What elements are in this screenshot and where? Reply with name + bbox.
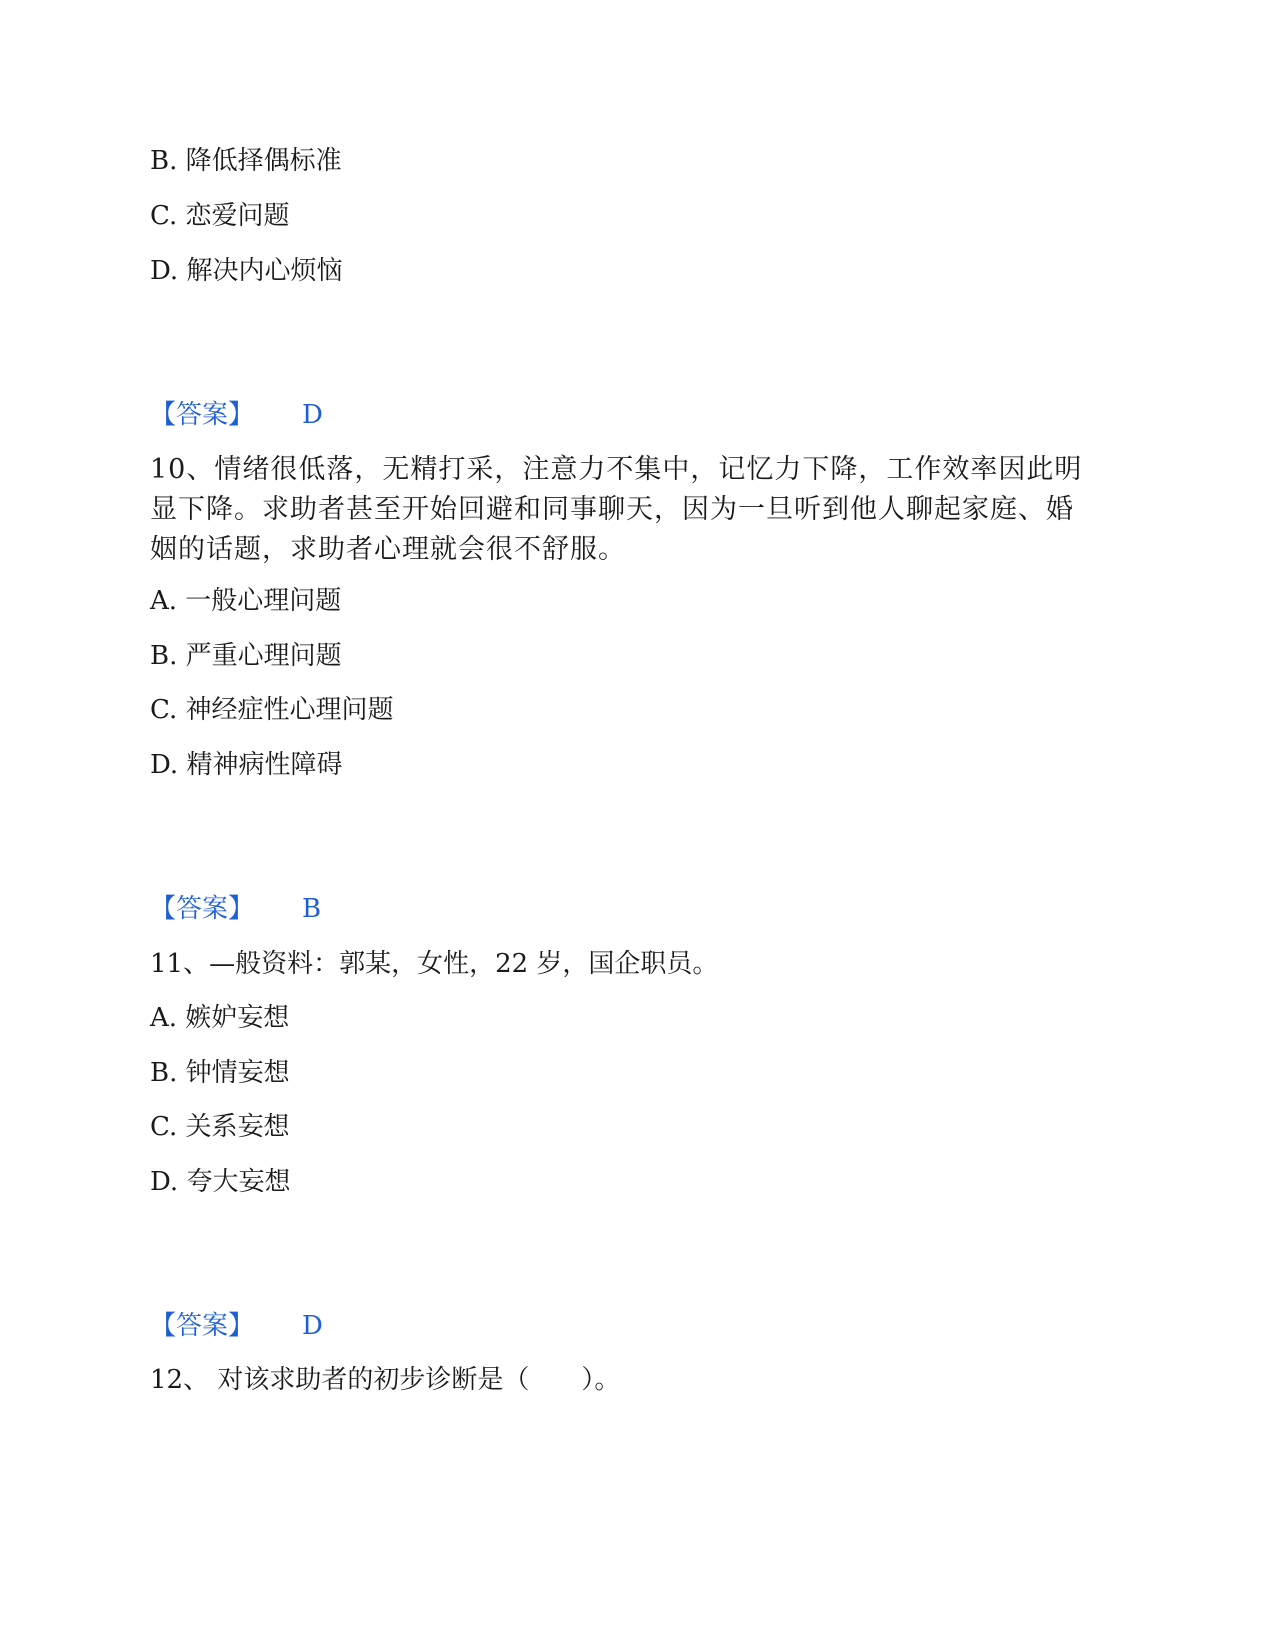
answer-value: B [302,894,322,924]
answer-label: 【答案】 [150,1311,255,1341]
option-b: B. 钟情妄想 [150,1058,290,1088]
question-10-line: 10、情绪很低落，无精打采，注意力不集中，记忆力下降，工作效率因此明 [150,454,1083,485]
question-12-stem: 12、 对该求助者的初步诊断是（ ）。 [150,1365,621,1395]
option-d: D. 精神病性障碍 [150,750,343,780]
answer-label: 【答案】 [150,400,255,430]
answer-row [150,398,323,432]
answer-label: 【答案】 [150,894,255,924]
option-d: D. 解决内心烦恼 [150,256,343,286]
option-b: B. 降低择偶标准 [150,146,342,176]
option-a: A. 嫉妒妄想 [150,1003,290,1033]
option-b: B. 严重心理问题 [150,641,342,671]
question-10-stem [150,450,1110,570]
option-c: C. 恋爱问题 [150,201,290,231]
option-d: D. 夸大妄想 [150,1167,291,1197]
question-11-stem: 11、—般资料：郭某，女性，22 岁，国企职员。 [150,949,719,979]
answer-value: D [302,1311,323,1341]
question-10-line: 显下降。求助者甚至开始回避和同事聊天，因为一旦听到他人聊起家庭、婚 [150,494,1074,525]
option-c: C. 神经症性心理问题 [150,695,394,725]
option-a: A. 一般心理问题 [150,586,342,616]
answer-row [150,892,321,926]
question-10-line: 姻的话题，求助者心理就会很不舒服。 [150,534,626,565]
answer-row [150,1309,323,1343]
answer-value: D [302,400,323,430]
option-c: C. 关系妄想 [150,1112,290,1142]
